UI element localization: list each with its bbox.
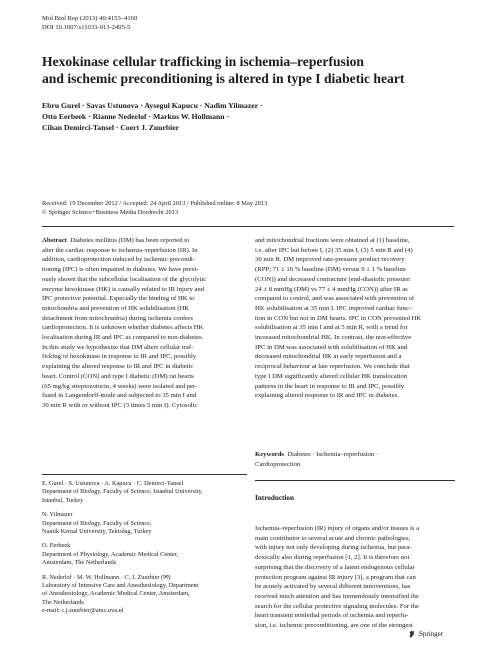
abstract-left-column [42,236,242,411]
abstract-line: addition, cardioprotection induced by ischemic precondi- [42,256,196,264]
abstract-line: solubilisation at 35 min I and at 5 min R, with a trend for [255,324,408,332]
abstract-line: 24 ± 8 mmHg (DM) vs 77 ± 4 mmHg (CON)) after IR as [255,285,408,293]
intro-line: be acutely activated by several different interventions, has [255,583,411,591]
abstract-line: patterns in the heart in response to IR and IPC, possibly [255,382,405,390]
affiliation-line: The Netherlands [42,598,84,606]
intro-line: search for the cellular protective signaling molecules. For the [255,602,419,610]
keywords-line-1: Diabetes · Ischemia–reperfusion · [287,451,379,458]
abstract-line: (CON)) and decreased contracture (end-diastolic pressure: [255,275,412,283]
affiliation-line: N. Yilmazer [42,511,73,519]
title-line-2: and ischemic preconditioning is altered in type I diabetic heart [42,71,405,86]
abstract-line: increased mitochondrial HK. In contrast, the non-effective [255,334,412,342]
abstract-line: HK solubilisation at 35 min I. IPC improved cardiac func- [255,304,412,312]
intro-line: sion, i.e. ischemic preconditioning, are one of the strongest [255,622,413,630]
keywords-line-2: Cardioprotection [255,460,301,468]
authors-line-2: Otto Eerbeek · Rianne Nederlof · Markus W. Hollmann · [42,112,230,121]
abstract-line: Diabetes mellitus (DM) has been reported to [70,237,190,244]
intro-line: doxically also during reperfusion [1, 2]. It is therefore not [255,554,410,562]
abstract-line: reciprocal behaviour at late reperfusion. We conclude that [255,363,410,371]
abstract-line: tioning (IPC) is often impaired in diabetes. We have previ- [42,266,199,274]
affiliation-line: R. Nederlof · M. W. Hollmann · C. J. Zuurbier (✉) [42,573,171,581]
intro-line: main contributor to several acute and chronic pathologies, [255,534,411,542]
intro-line: with injury not only developing during ischemia, but para- [255,544,412,552]
affiliation-line: E. Gurel · S. Ustunova · A. Kapucu · C. Demirci-Tansel [42,480,184,487]
copyright: © Springer Science+Business Media Dordrecht 2013 [42,208,179,216]
affiliation-line: Istanbul, Turkey [42,496,84,504]
abstract-line: heart. Control (CON) and type I diabetic (DM) rat hearts [42,372,194,380]
journal-info [42,14,137,32]
authors-line-3: Cihan Demirci-Tansel · Coert J. Zuurbier [42,123,180,132]
affiliation-line: Amsterdam, The Netherlands [42,559,117,567]
intro-line: Ischemia–reperfusion (IR) injury of organs and/or tissues is a [255,525,420,532]
abstract-line: decreased mitochondrial HK at early reperfusion and a [255,353,402,361]
abstract-line: 30 min R with or without IPC (3 times 5 min I). Cytosolic [42,401,198,409]
affiliation-block [42,574,247,616]
abstract-line: enzyme hexokinase (HK) is causally related to IR injury and [42,285,205,293]
abstract-line: fused in Langendorff-mode and subjected to 35 min I and [42,392,197,400]
affiliations [42,480,247,622]
intro-line: heart transient nonlethal periods of ischemia and reperfu- [255,612,409,620]
affiliation-line: Namik Kemal University, Tekirdag, Turkey [42,528,152,536]
abstract-line: IPC in DM was associated with solubilisation of HK and [255,343,408,351]
abstract-right-column [255,236,455,401]
affiliation-line: Department of Biology, Faculty of Science, Istanbul University, [42,488,203,496]
email-address[interactable]: e-mail: c.j.zuurbier@amc.uva.nl [42,607,124,615]
author-list [42,100,462,133]
abstract-line: ficking of hexokinase in response to IR and IPC, possibly [42,353,197,361]
abstract-line: detachment from mitochondria) during ischemia confers [42,314,193,322]
publisher-footer [408,630,443,638]
affiliation-block [42,542,247,567]
abstract-line: tion in CON but not in DM hearts. IPC in CON prevented HK [255,314,422,322]
keywords [255,450,455,469]
abstract-line: explaining altered response to IR and IPC in diabetes. [255,392,399,400]
authors-line-1: Ebru Gurel · Savas Ustunova · Aysegul Kapucu · Nadim Yilmazer · [42,101,263,110]
keywords-divider [255,480,455,481]
publisher-name: Springer [419,630,444,638]
abstract-line: alter the cardiac response to ischemia–reperfusion (IR). In [42,246,198,254]
abstract-line: compared to control, and was associated with prevention of [255,295,415,303]
title-line-1: Hexokinase cellular trafficking in ischemia–reperfusion [42,54,364,69]
abstract-line: i.e. after IPC but before I, (2) 35 min I, (3) 5 min R and (4) [255,246,413,254]
abstract-line: and mitochondrial fractions were obtained at (1) baseline, [255,237,410,244]
abstract-line: localisation during IR and IPC as compared to non-diabetes. [42,334,204,342]
abstract-line: (65 mg/kg streptozotocin, 4 weeks) were isolated and per- [42,382,198,390]
affiliations-divider [42,474,247,475]
received-dates: Received: 19 December 2012 / Accepted: 24 April 2013 / Published online: 8 May 2013 [42,200,268,207]
abstract-line: type I DM significantly altered cellular HK translocation [255,372,408,380]
affiliation-line: of Anesthesiology, Academic Medical Center, Amsterdam, [42,590,190,598]
abstract-line: IPC protective potential. Especially the binding of HK to [42,295,195,303]
affiliation-line: Laboratory of Intensive Care and Anesthesiology, Department [42,582,199,590]
abstract-line: mitochondria and prevention of HK solubilisation (HK [42,304,190,312]
journal-citation: Mol Biol Rep (2013) 40:4153–4160 [42,15,138,22]
affiliation-line: Department of Biology, Faculty of Science, [42,519,152,527]
journal-doi: DOI 10.1007/s11033-013-2495-5 [42,24,131,31]
affiliation-line: Department of Physiology, Academic Medical Center, [42,550,179,558]
abstract-line: cardioprotection. It is unknown whether diabetes affects HK [42,324,204,332]
abstract-line: ously shown that the subcellular localisation of the glycolytic [42,275,207,283]
abstract-line: In this study we hypothesize that DM alters cellular traf- [42,343,194,351]
introduction-heading: Introduction [255,494,295,502]
abstract-label: Abstract [42,237,67,244]
paper-title [42,53,462,87]
keywords-label: Keywords [255,451,284,458]
intro-line: protection program against IR injury [3], a program that can [255,573,416,581]
affiliation-line: O. Eerbeek [42,542,71,550]
affiliation-block [42,511,247,536]
abstract-line: (RPP; 71 ± 10 % baseline (DM) versus 9 ± 1 % baseline [255,266,406,274]
introduction-text [255,524,455,631]
top-divider [42,226,454,227]
affiliation-block [42,480,247,505]
intro-line: received much attention and has tremendously intensified the [255,592,419,600]
springer-horse-icon [408,630,416,638]
abstract-line: explaining the altered response to IR and IPC in diabetic [42,363,194,371]
abstract-line: 30 min R. DM improved rate-pressure product recovery [255,256,405,264]
publication-dates [42,200,462,217]
intro-line: surprising that the discovery of a latent endogenous cellular [255,563,415,571]
